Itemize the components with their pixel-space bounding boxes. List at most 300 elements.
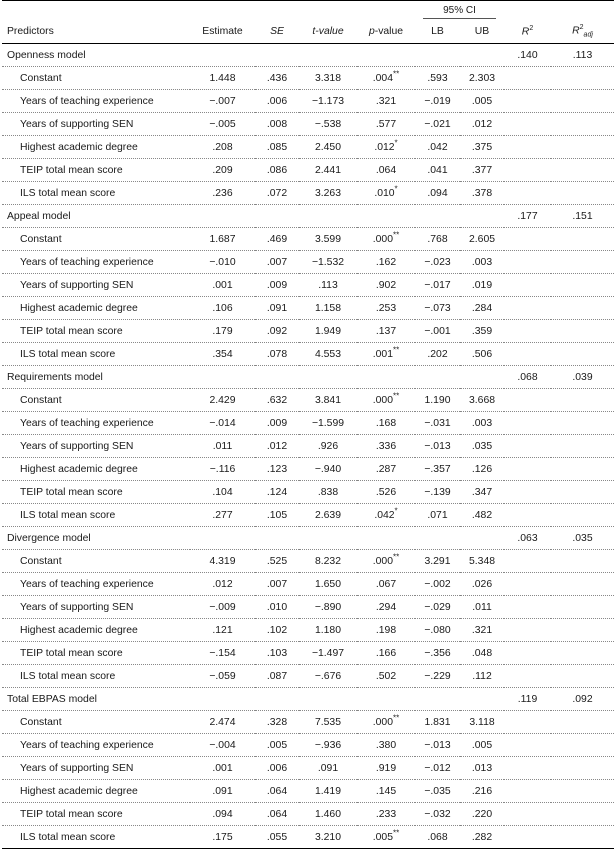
model-name: Divergence model <box>2 527 504 550</box>
empty-cell <box>551 504 614 527</box>
se-cell: .010 <box>255 596 299 619</box>
empty-cell <box>504 412 551 435</box>
ub-cell: .003 <box>460 412 504 435</box>
empty-cell <box>504 780 551 803</box>
p-value-text: .253 <box>375 302 397 314</box>
ub-cell: .378 <box>460 182 504 205</box>
table-row <box>2 389 614 412</box>
estimate-cell: −.010 <box>190 251 255 274</box>
p-value-cell <box>357 182 415 205</box>
r2-adj-cell: .039 <box>551 366 614 389</box>
header-top-row <box>2 1 614 22</box>
empty-cell <box>551 228 614 251</box>
empty-cell <box>504 228 551 251</box>
empty-cell <box>551 780 614 803</box>
lb-cell: −.032 <box>415 803 460 826</box>
estimate-cell: −.014 <box>190 412 255 435</box>
predictor-cell: Highest academic degree <box>2 297 190 320</box>
p-value-text: .145 <box>375 785 397 797</box>
predictor-cell: ILS total mean score <box>2 182 190 205</box>
se-cell: .469 <box>255 228 299 251</box>
estimate-cell: −.009 <box>190 596 255 619</box>
predictor-cell: ILS total mean score <box>2 665 190 688</box>
predictor-cell: ILS total mean score <box>2 826 190 849</box>
p-value-text: .067 <box>375 578 397 590</box>
p-value-cell <box>357 320 415 343</box>
empty-cell <box>551 389 614 412</box>
lb-cell: .041 <box>415 159 460 182</box>
model-name: Appeal model <box>2 205 504 228</box>
p-value-cell <box>357 711 415 734</box>
ub-cell: .506 <box>460 343 504 366</box>
empty-cell <box>551 711 614 734</box>
se-cell: .064 <box>255 780 299 803</box>
se-cell: .007 <box>255 251 299 274</box>
model-name: Requirements model <box>2 366 504 389</box>
predictor-cell: Years of supporting SEN <box>2 113 190 136</box>
estimate-cell: .236 <box>190 182 255 205</box>
p-value-cell <box>357 596 415 619</box>
empty-cell <box>551 757 614 780</box>
significance-marker: ** <box>393 345 400 355</box>
ub-cell: .013 <box>460 757 504 780</box>
table-row <box>2 803 614 826</box>
t-value-cell: 1.180 <box>299 619 357 642</box>
empty-cell <box>504 389 551 412</box>
empty-cell <box>504 159 551 182</box>
t-value-cell: −1.532 <box>299 251 357 274</box>
col-header-r2: $R^2$ <box>504 21 551 44</box>
estimate-cell: 1.448 <box>190 67 255 90</box>
ub-cell: .321 <box>460 619 504 642</box>
table-row <box>2 504 614 527</box>
empty-cell <box>504 711 551 734</box>
lb-cell: 1.831 <box>415 711 460 734</box>
col-header-t-value: t-value <box>299 21 357 44</box>
empty-cell <box>551 412 614 435</box>
table-row <box>2 136 614 159</box>
empty-cell <box>551 67 614 90</box>
col-header-ub: UB <box>460 21 504 44</box>
predictor-cell: Highest academic degree <box>2 136 190 159</box>
table-row <box>2 780 614 803</box>
predictor-cell: TEIP total mean score <box>2 320 190 343</box>
table-header <box>2 1 614 44</box>
lb-cell: −.023 <box>415 251 460 274</box>
ub-cell: .026 <box>460 573 504 596</box>
estimate-cell: .012 <box>190 573 255 596</box>
p-value-text: .198 <box>375 624 397 636</box>
p-value-cell <box>357 573 415 596</box>
predictor-cell: Years of teaching experience <box>2 412 190 435</box>
ub-cell: 5.348 <box>460 550 504 573</box>
ub-cell: .284 <box>460 297 504 320</box>
table-row <box>2 274 614 297</box>
p-value-text: .336 <box>375 440 397 452</box>
p-value-cell <box>357 642 415 665</box>
estimate-cell: −.004 <box>190 734 255 757</box>
empty-cell <box>504 642 551 665</box>
empty-cell <box>504 251 551 274</box>
estimate-cell: .277 <box>190 504 255 527</box>
r2-cell: .068 <box>504 366 551 389</box>
ub-cell: .011 <box>460 596 504 619</box>
significance-marker: ** <box>393 713 400 723</box>
table-row <box>2 113 614 136</box>
p-value-text: .042 <box>374 509 395 521</box>
ub-cell: 2.605 <box>460 228 504 251</box>
predictor-cell: ILS total mean score <box>2 504 190 527</box>
model-row <box>2 205 614 228</box>
p-value-cell <box>357 389 415 412</box>
p-value-text: .287 <box>375 463 397 475</box>
p-value-cell <box>357 734 415 757</box>
estimate-cell: .001 <box>190 757 255 780</box>
table-row <box>2 412 614 435</box>
empty-cell <box>551 596 614 619</box>
estimate-cell: .179 <box>190 320 255 343</box>
p-value-cell <box>357 343 415 366</box>
t-value-cell: 3.318 <box>299 67 357 90</box>
empty-cell <box>551 803 614 826</box>
lb-cell: .202 <box>415 343 460 366</box>
t-value-cell: 1.460 <box>299 803 357 826</box>
estimate-cell: −.059 <box>190 665 255 688</box>
lb-cell: −.073 <box>415 297 460 320</box>
estimate-cell: −.154 <box>190 642 255 665</box>
p-value-cell <box>357 481 415 504</box>
t-value-cell: 4.553 <box>299 343 357 366</box>
predictor-cell: Years of supporting SEN <box>2 596 190 619</box>
header-row <box>2 21 614 44</box>
lb-cell: .042 <box>415 136 460 159</box>
se-cell: .328 <box>255 711 299 734</box>
empty-cell <box>504 734 551 757</box>
empty-cell <box>551 297 614 320</box>
estimate-cell: .094 <box>190 803 255 826</box>
ub-cell: .005 <box>460 90 504 113</box>
r2-adj-cell: .113 <box>551 44 614 67</box>
empty-cell <box>504 665 551 688</box>
predictor-cell: Years of teaching experience <box>2 734 190 757</box>
se-cell: .091 <box>255 297 299 320</box>
se-cell: .006 <box>255 757 299 780</box>
empty-cell <box>504 619 551 642</box>
table-row <box>2 159 614 182</box>
ub-cell: .216 <box>460 780 504 803</box>
p-value-cell <box>357 90 415 113</box>
p-value-text: .012 <box>374 141 395 153</box>
col-header-se: SE <box>255 21 299 44</box>
p-value-cell <box>357 757 415 780</box>
empty-cell <box>504 550 551 573</box>
lb-cell: −.017 <box>415 274 460 297</box>
significance-marker: ** <box>393 552 400 562</box>
significance-marker: * <box>394 506 398 516</box>
table-row <box>2 67 614 90</box>
empty-cell <box>504 458 551 481</box>
p-value-cell <box>357 136 415 159</box>
lb-cell: .068 <box>415 826 460 849</box>
se-cell: .006 <box>255 90 299 113</box>
table-row <box>2 90 614 113</box>
table-row <box>2 711 614 734</box>
r2-cell: .177 <box>504 205 551 228</box>
lb-cell: −.229 <box>415 665 460 688</box>
regression-table <box>2 0 614 849</box>
table-row <box>2 481 614 504</box>
p-value-text: .919 <box>375 762 397 774</box>
t-value-cell: 1.419 <box>299 780 357 803</box>
table-row <box>2 550 614 573</box>
ci-group-header <box>415 1 504 22</box>
p-value-text: .233 <box>375 808 397 820</box>
se-cell: .632 <box>255 389 299 412</box>
significance-marker: ** <box>393 69 400 79</box>
regression-table-container <box>2 0 614 849</box>
empty-cell <box>551 458 614 481</box>
estimate-cell: .106 <box>190 297 255 320</box>
empty-cell <box>504 136 551 159</box>
p-value-text: .005 <box>372 831 393 843</box>
p-value-cell <box>357 251 415 274</box>
p-value-text: .166 <box>375 647 397 659</box>
table-row <box>2 665 614 688</box>
lb-cell: .768 <box>415 228 460 251</box>
p-value-text: .001 <box>372 348 393 360</box>
predictor-cell: Years of teaching experience <box>2 90 190 113</box>
predictor-cell: Highest academic degree <box>2 619 190 642</box>
lb-cell: −.031 <box>415 412 460 435</box>
t-value-cell: −.936 <box>299 734 357 757</box>
model-name: Total EBPAS model <box>2 688 504 711</box>
table-row <box>2 228 614 251</box>
t-value-cell: 3.210 <box>299 826 357 849</box>
p-value-text: .294 <box>375 601 397 613</box>
estimate-cell: −.005 <box>190 113 255 136</box>
significance-marker: ** <box>393 828 400 838</box>
estimate-cell: 4.319 <box>190 550 255 573</box>
p-value-text: .010 <box>374 187 395 199</box>
empty-cell <box>551 435 614 458</box>
ub-cell: 3.118 <box>460 711 504 734</box>
table-row <box>2 596 614 619</box>
ub-cell: .482 <box>460 504 504 527</box>
r2-adj-cell: .092 <box>551 688 614 711</box>
t-value-cell: .091 <box>299 757 357 780</box>
se-cell: .072 <box>255 182 299 205</box>
predictor-cell: Years of teaching experience <box>2 251 190 274</box>
se-cell: .007 <box>255 573 299 596</box>
se-cell: .064 <box>255 803 299 826</box>
lb-cell: −.019 <box>415 90 460 113</box>
empty-cell <box>551 274 614 297</box>
se-cell: .123 <box>255 458 299 481</box>
predictor-cell: TEIP total mean score <box>2 159 190 182</box>
p-value-cell <box>357 412 415 435</box>
se-cell: .009 <box>255 274 299 297</box>
p-value-text: .000 <box>372 394 393 406</box>
empty-cell <box>504 596 551 619</box>
ub-cell: .003 <box>460 251 504 274</box>
se-cell: .086 <box>255 159 299 182</box>
empty-cell <box>504 481 551 504</box>
model-row <box>2 527 614 550</box>
p-value-cell <box>357 826 415 849</box>
empty-cell <box>551 573 614 596</box>
t-value-cell: 7.535 <box>299 711 357 734</box>
empty-cell <box>551 182 614 205</box>
se-cell: .012 <box>255 435 299 458</box>
predictor-cell: Constant <box>2 711 190 734</box>
p-value-cell <box>357 159 415 182</box>
t-value-cell: 3.599 <box>299 228 357 251</box>
empty-cell <box>551 90 614 113</box>
col-header-r2-adj: $R^2_{adj}$ <box>551 21 614 44</box>
lb-cell: .071 <box>415 504 460 527</box>
empty-cell <box>551 113 614 136</box>
significance-marker: ** <box>393 230 400 240</box>
lb-cell: −.013 <box>415 435 460 458</box>
se-cell: .055 <box>255 826 299 849</box>
se-cell: .436 <box>255 67 299 90</box>
p-value-cell <box>357 228 415 251</box>
se-cell: .105 <box>255 504 299 527</box>
se-cell: .092 <box>255 320 299 343</box>
ub-cell: .126 <box>460 458 504 481</box>
significance-marker: * <box>394 138 398 148</box>
r2-cell: .140 <box>504 44 551 67</box>
lb-cell: −.012 <box>415 757 460 780</box>
p-value-text: .526 <box>375 486 397 498</box>
se-cell: .103 <box>255 642 299 665</box>
empty-cell <box>504 803 551 826</box>
t-value-cell: −.538 <box>299 113 357 136</box>
predictor-cell: Constant <box>2 550 190 573</box>
table-body <box>2 44 614 849</box>
ub-cell: .375 <box>460 136 504 159</box>
empty-cell <box>551 136 614 159</box>
p-value-cell <box>357 665 415 688</box>
empty-cell <box>504 182 551 205</box>
lb-cell: −.001 <box>415 320 460 343</box>
empty-cell <box>504 343 551 366</box>
table-row <box>2 826 614 849</box>
p-value-text: .000 <box>372 716 393 728</box>
se-cell: .525 <box>255 550 299 573</box>
lb-cell: .094 <box>415 182 460 205</box>
predictor-cell: Highest academic degree <box>2 780 190 803</box>
empty-cell <box>551 734 614 757</box>
empty-cell <box>504 435 551 458</box>
col-header-lb: LB <box>415 21 460 44</box>
se-cell: .087 <box>255 665 299 688</box>
empty-cell <box>551 251 614 274</box>
p-value-text: .162 <box>375 256 397 268</box>
ub-cell: .112 <box>460 665 504 688</box>
p-value-text: .168 <box>375 417 397 429</box>
r2-adj-cell: .151 <box>551 205 614 228</box>
table-row <box>2 182 614 205</box>
se-cell: .124 <box>255 481 299 504</box>
model-row <box>2 366 614 389</box>
ub-cell: .005 <box>460 734 504 757</box>
t-value-cell: 2.450 <box>299 136 357 159</box>
empty-cell <box>551 550 614 573</box>
estimate-cell: 2.474 <box>190 711 255 734</box>
significance-marker: * <box>394 184 398 194</box>
p-value-cell <box>357 67 415 90</box>
model-row <box>2 688 614 711</box>
predictor-cell: Constant <box>2 67 190 90</box>
t-value-cell: .113 <box>299 274 357 297</box>
t-value-cell: .838 <box>299 481 357 504</box>
p-value-cell <box>357 504 415 527</box>
lb-cell: .593 <box>415 67 460 90</box>
predictor-cell: Years of supporting SEN <box>2 274 190 297</box>
col-header-estimate: Estimate <box>190 21 255 44</box>
table-row <box>2 251 614 274</box>
lb-cell: −.013 <box>415 734 460 757</box>
t-value-cell: .926 <box>299 435 357 458</box>
empty-cell <box>551 642 614 665</box>
t-value-cell: 1.650 <box>299 573 357 596</box>
lb-cell: −.021 <box>415 113 460 136</box>
empty-cell <box>551 619 614 642</box>
p-value-cell <box>357 297 415 320</box>
empty-cell <box>504 504 551 527</box>
predictor-cell: TEIP total mean score <box>2 481 190 504</box>
col-header-predictors: Predictors <box>2 21 190 44</box>
predictor-cell: Years of supporting SEN <box>2 757 190 780</box>
empty-cell <box>504 297 551 320</box>
t-value-cell: 2.441 <box>299 159 357 182</box>
ub-cell: 2.303 <box>460 67 504 90</box>
table-row <box>2 343 614 366</box>
p-value-text: .000 <box>372 555 393 567</box>
se-cell: .009 <box>255 412 299 435</box>
predictor-cell: TEIP total mean score <box>2 642 190 665</box>
table-row <box>2 435 614 458</box>
t-value-cell: 3.841 <box>299 389 357 412</box>
estimate-cell: .091 <box>190 780 255 803</box>
ub-cell: .282 <box>460 826 504 849</box>
predictor-cell: Constant <box>2 228 190 251</box>
empty-cell <box>504 757 551 780</box>
empty-cell <box>551 826 614 849</box>
table-row <box>2 320 614 343</box>
empty-cell <box>504 67 551 90</box>
ub-cell: .019 <box>460 274 504 297</box>
p-value-cell <box>357 274 415 297</box>
se-cell: .008 <box>255 113 299 136</box>
p-value-cell <box>357 435 415 458</box>
t-value-cell: −.940 <box>299 458 357 481</box>
p-value-cell <box>357 458 415 481</box>
p-value-text: .902 <box>375 279 397 291</box>
predictor-cell: Constant <box>2 389 190 412</box>
ub-cell: 3.668 <box>460 389 504 412</box>
table-row <box>2 757 614 780</box>
r2-cell: .119 <box>504 688 551 711</box>
empty-cell <box>551 320 614 343</box>
p-value-text: .004 <box>372 72 393 84</box>
ub-cell: .359 <box>460 320 504 343</box>
table-row <box>2 619 614 642</box>
t-value-cell: −1.599 <box>299 412 357 435</box>
lb-cell: −.002 <box>415 573 460 596</box>
model-row <box>2 44 614 67</box>
